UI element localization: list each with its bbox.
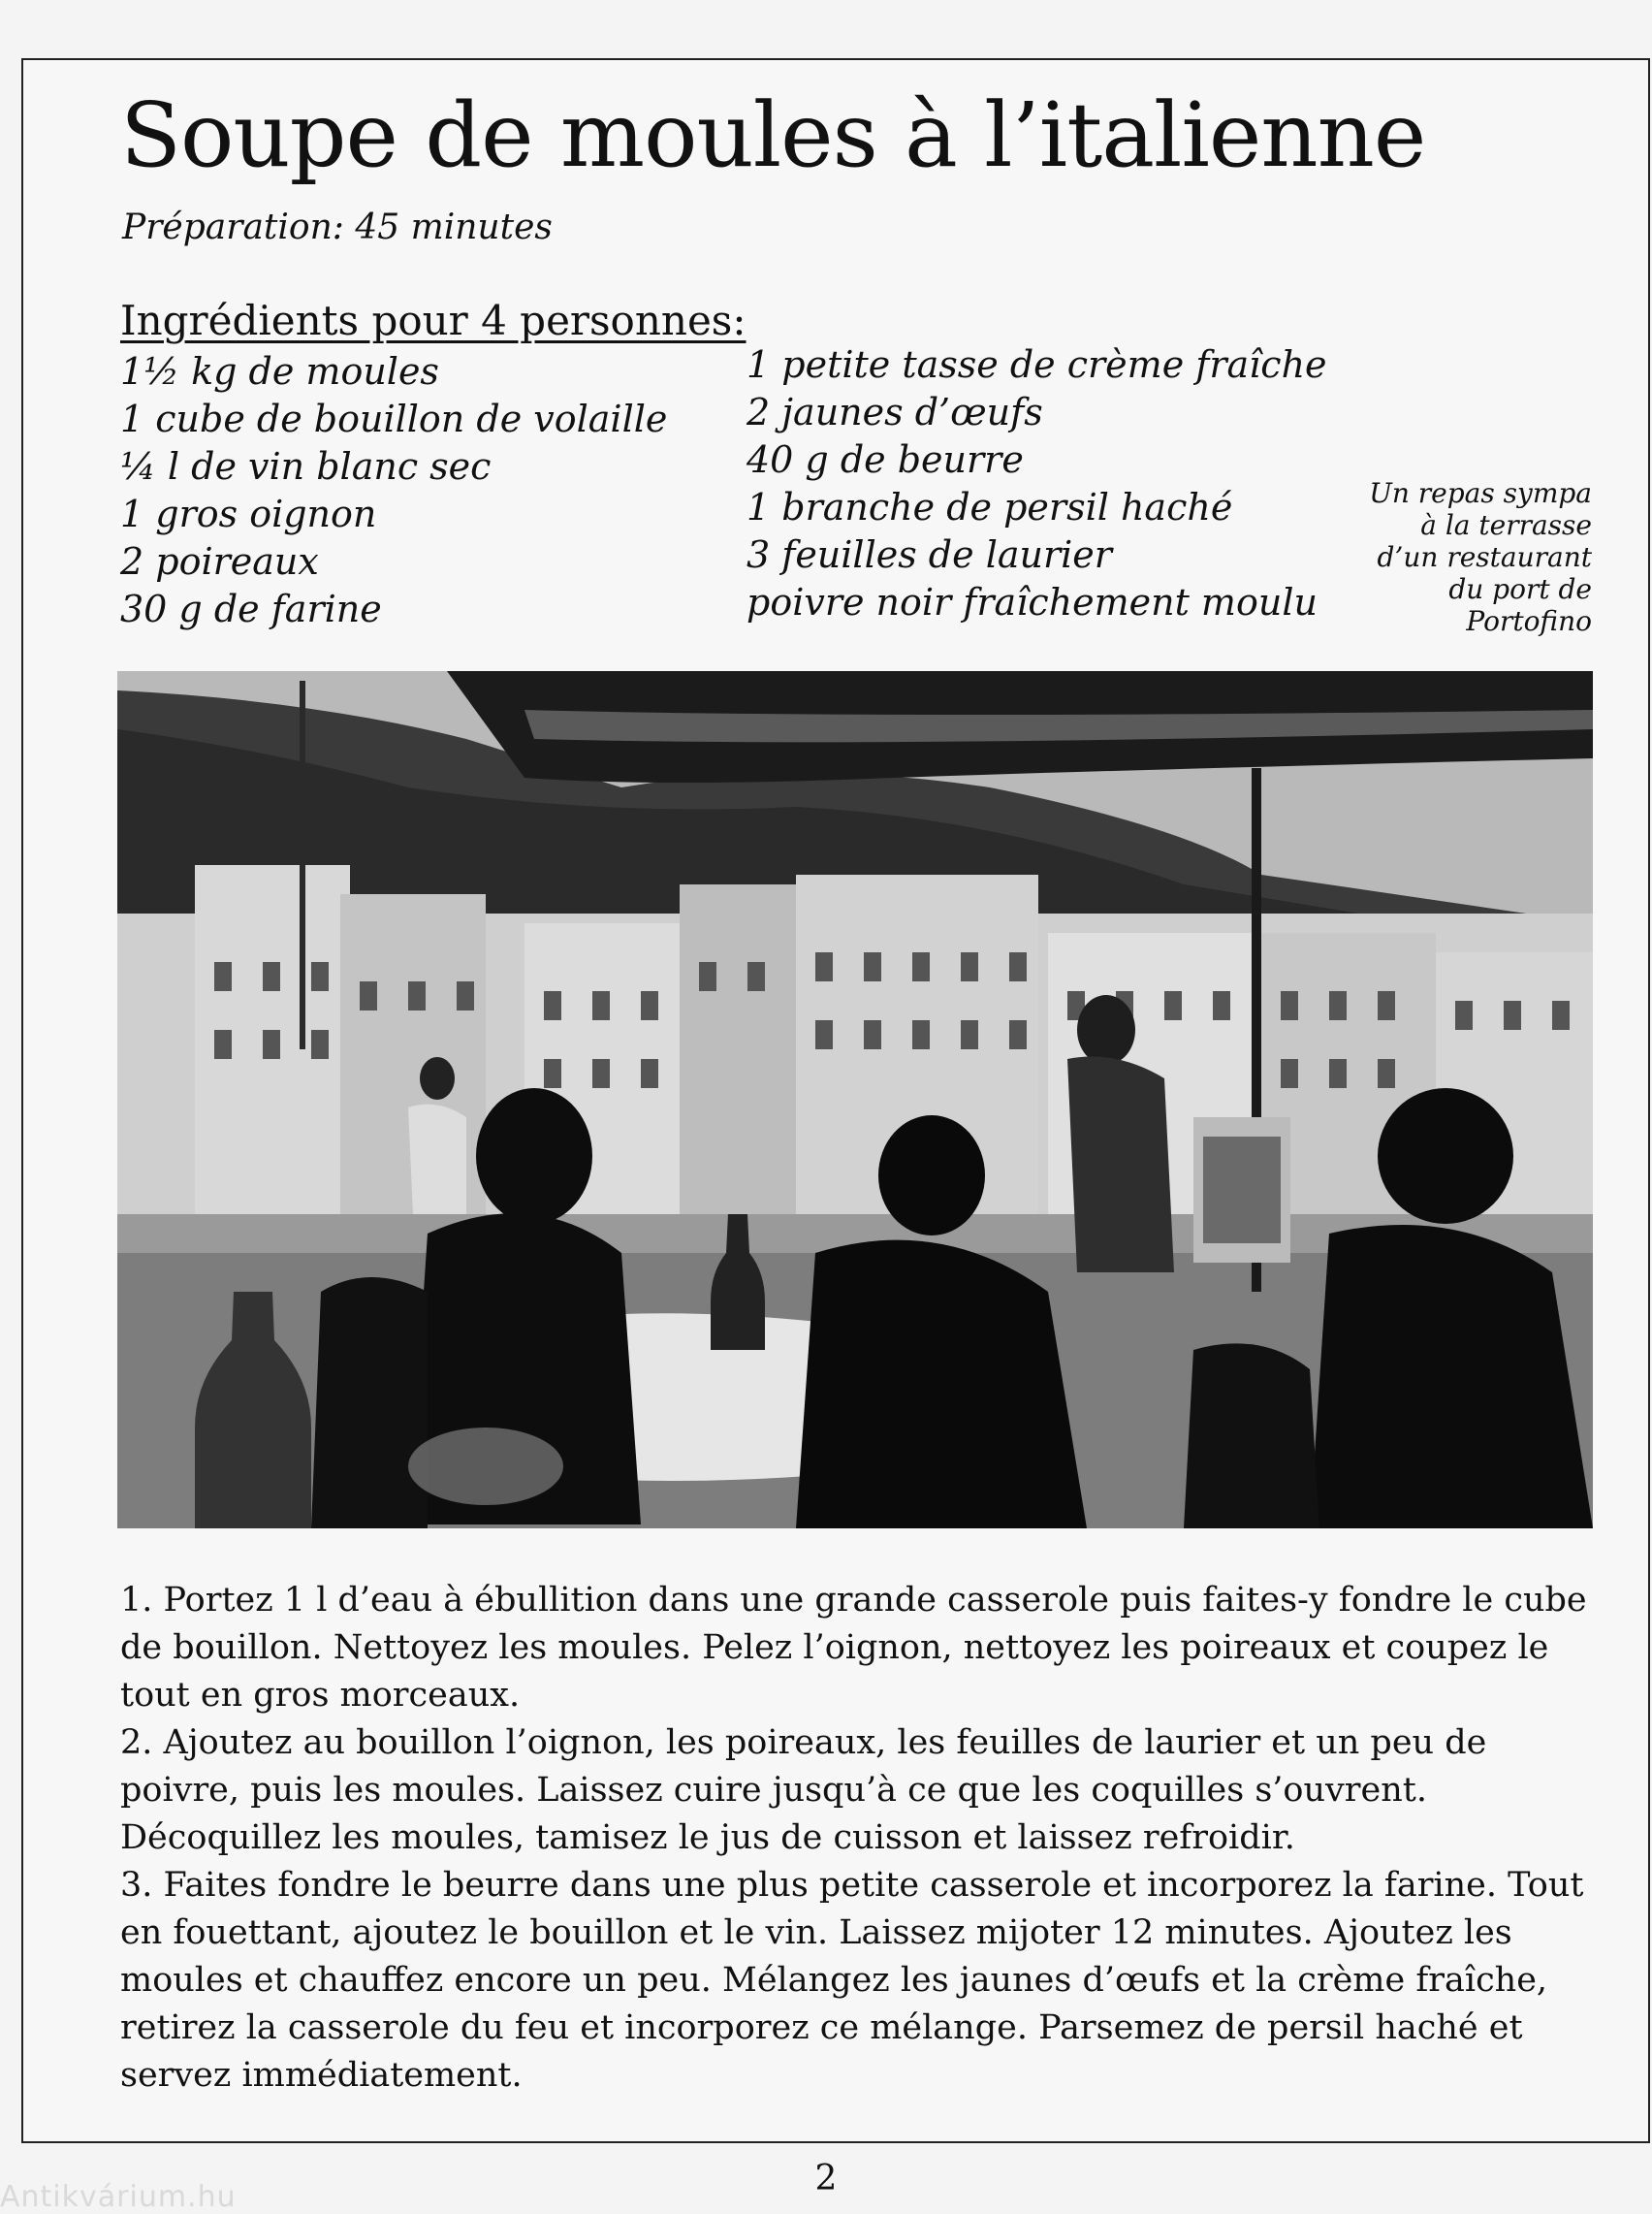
caption-line: Un repas sympa [1369,477,1592,509]
method-step: 2. Ajoutez au bouillon l’oignon, les poireaux, les feuilles de laurier et un peu de poivre, puis les moules. Laissez cuire jusqu’à ce que les coquilles s’ouvrent. Décoquillez les moules, tamisez le jus de cuisson et laissez refroidir. [120,1723,1487,1857]
ingredient-item: 3 feuilles de laurier [747,533,1112,576]
ingredient-item: 1½ kg de moules [120,350,439,393]
watermark: Antikvárium.hu [0,2180,237,2214]
ingredient-item: 1 petite tasse de crème fraîche [747,343,1327,386]
ingredients-list-left [120,348,667,633]
ingredient-item: 30 g de farine [120,588,382,630]
caption-line: Portofino [1466,605,1592,637]
method-step: 3. Faites fondre le beurre dans une plus petite casserole et incorporez la farine. Tout en fouettant, ajoutez le bouillon et le vin. Laissez mijoter 12 minutes. Ajoutez les moules et chauffez encore un peu. Mélangez les jaunes d’œufs et la crème fraîche, retirez la casserole du feu et incorporez ce mélange. Parsemez de persil haché et servez immédiatement. [120,1866,1584,2095]
ingredient-item: 40 g de beurre [747,438,1024,481]
caption-line: d’un restaurant [1377,541,1592,573]
portofino-terrace-photo [117,671,1593,1528]
ingredient-item: poivre noir fraîchement moulu [747,581,1318,624]
ingredients-heading: Ingrédients pour 4 personnes: [120,297,747,344]
caption-line: du port de [1448,573,1592,605]
page-number: 2 [814,2159,838,2198]
ingredient-item: 1 cube de bouillon de volaille [120,398,668,440]
ingredient-item: 1 gros oignon [120,493,377,535]
photo-caption [1340,477,1592,637]
ingredient-item: 1 branche de persil haché [747,486,1233,529]
method-step: 1. Portez 1 l d’eau à ébullition dans une grande casserole puis faites-y fondre le cube de bouillon. Nettoyez les moules. Pelez l’oignon, nettoyez les poireaux et coupez le tout en gros morceaux. [120,1581,1587,1715]
recipe-title: Soupe de moules à l’italienne [120,83,1426,187]
ingredient-item: 2 jaunes d’œufs [747,391,1043,433]
caption-line: à la terrasse [1420,509,1592,541]
preparation-time: Préparation: 45 minutes [122,208,553,247]
method-steps [120,1577,1594,2100]
ingredient-item: ¼ l de vin blanc sec [120,445,492,488]
ingredient-item: 2 poireaux [120,540,319,583]
ingredients-list-right [747,341,1327,626]
